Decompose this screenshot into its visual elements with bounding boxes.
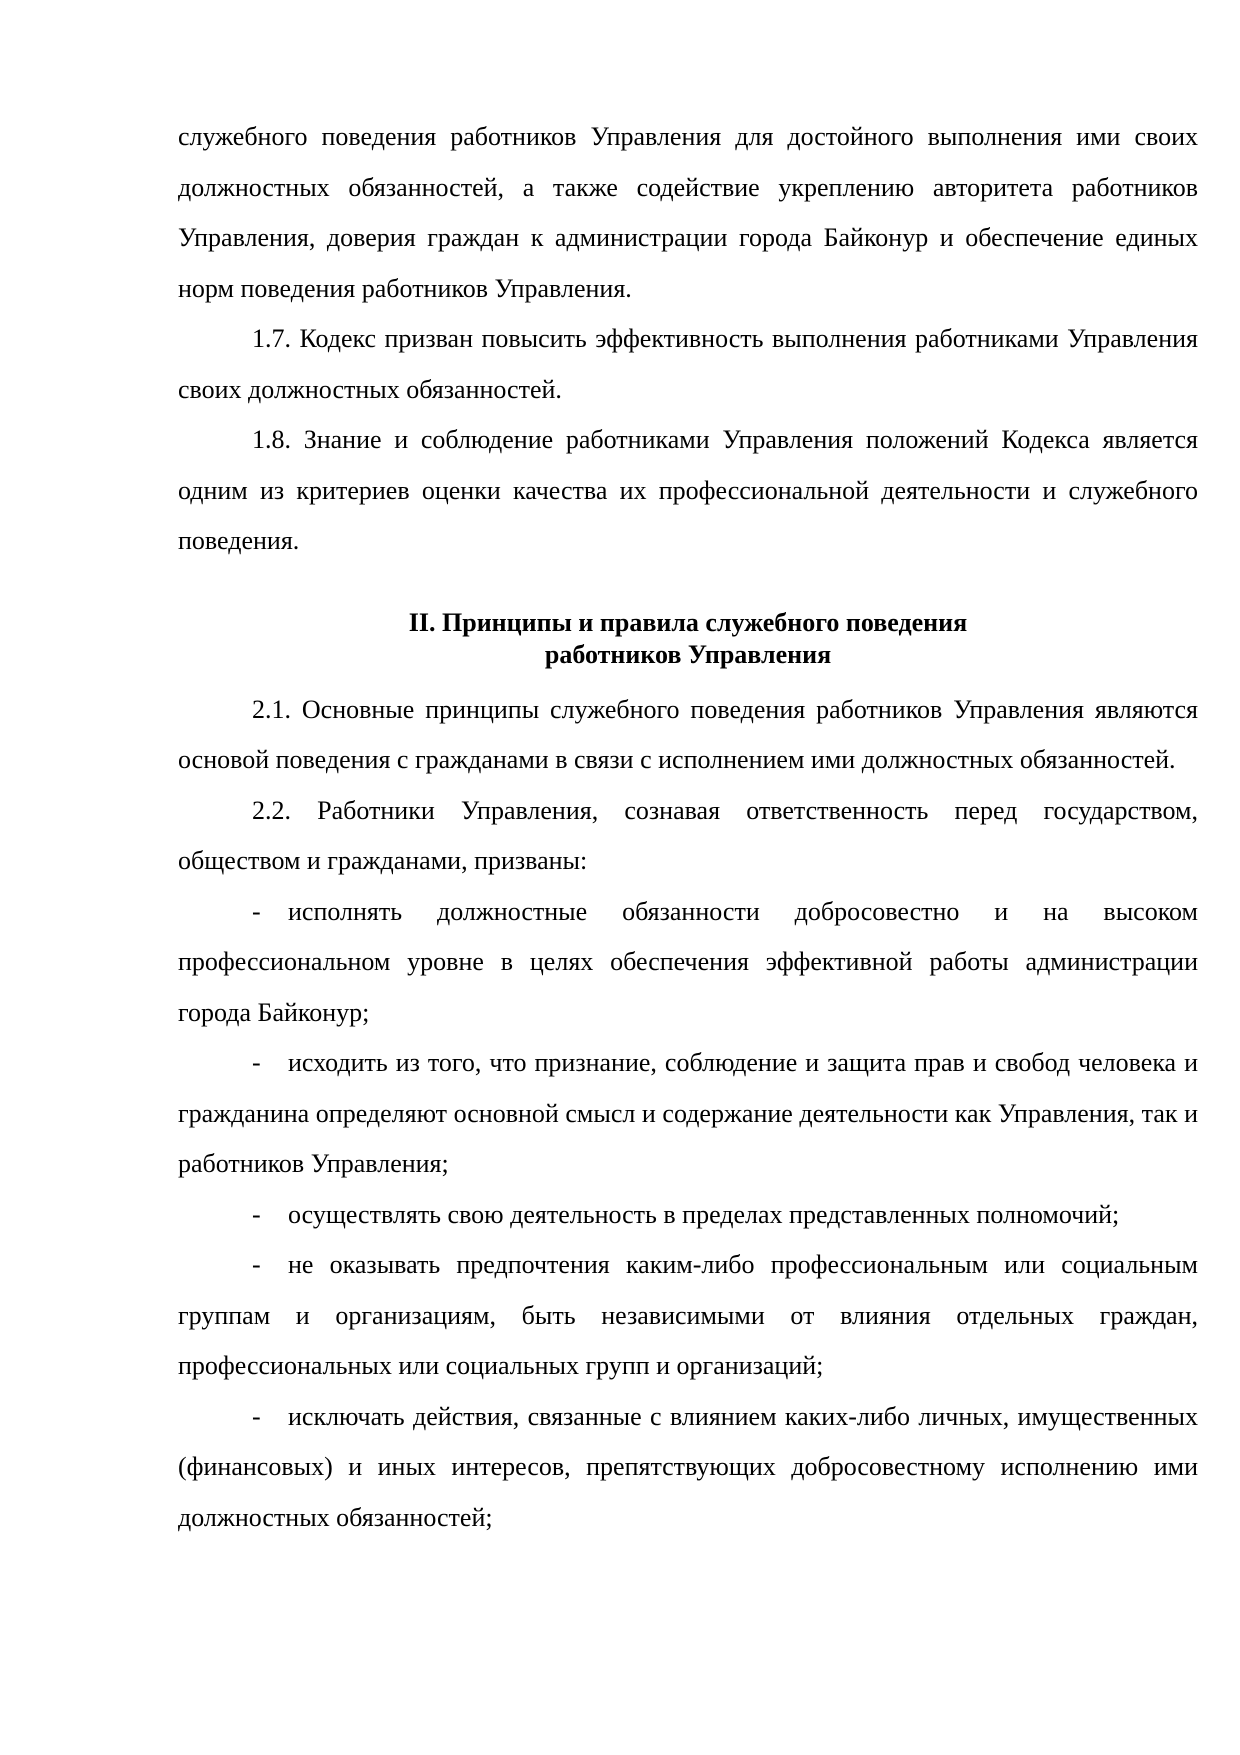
section-heading-line-2: работников Управления xyxy=(544,639,832,669)
bullet-marker: - xyxy=(252,896,261,926)
bullet-marker: - xyxy=(252,1048,261,1077)
section-heading xyxy=(178,607,1198,671)
bullet-item xyxy=(178,1190,1198,1241)
bullet-marker: - xyxy=(252,1199,261,1229)
paragraph-2-2: 2.2. Работники Управления, сознавая ответственность перед государством, обществом и гражданами, призваны: xyxy=(178,795,1198,875)
paragraph-1-7: 1.7. Кодекс призван повысить эффективность выполнения работниками Управления своих должностных обязанностей. xyxy=(178,324,1198,404)
paragraph-2-1: 2.1. Основные принципы служебного поведения работников Управления являются основой поведения с гражданами в связи с исполнением ими должностных обязанностей. xyxy=(178,694,1198,774)
bullet-item xyxy=(178,1240,1198,1392)
section-heading-line-1: II. Принципы и правила служебного поведения xyxy=(408,607,968,637)
document-body xyxy=(178,112,1198,1543)
bullet-text: исходить из того, что признание, соблюдение и защита прав и свобод человека и гражданина определяют основной смысл и содержание деятельности как Управления, так и работников Управления; xyxy=(178,1048,1198,1178)
bullet-marker: - xyxy=(252,1401,261,1431)
paragraph-1-8: 1.8. Знание и соблюдение работниками Управления положений Кодекса является одним из критериев оценки качества их профессиональной деятельности и служебного поведения. xyxy=(178,425,1198,555)
paragraph-continuation: служебного поведения работников Управления для достойного выполнения ими своих должностных обязанностей, а также содействие укреплению авторитета работников Управления, доверия граждан к администрации города Байконур и обеспечение единых норм поведения работников Управления. xyxy=(178,122,1198,303)
bullet-item xyxy=(178,887,1198,1039)
bullet-text: не оказывать предпочтения каким-либо профессиональным или социальным группам и организациям, быть независимыми от влияния отдельных граждан, профессиональных или социальных групп и организаций; xyxy=(178,1250,1198,1380)
bullet-text: осуществлять свою деятельность в пределах представленных полномочий; xyxy=(288,1199,1120,1229)
bullet-marker: - xyxy=(252,1250,261,1279)
bullet-item xyxy=(178,1392,1198,1544)
bullet-text: исполнять должностные обязанности добросовестно и на высоком профессиональном уровне в целях обеспечения эффективной работы администрации города Байконур; xyxy=(178,896,1198,1027)
bullet-text: исключать действия, связанные с влиянием каких-либо личных, имущественных (финансовых) и иных интересов, препятствующих добросовестному исполнению ими должностных обязанностей; xyxy=(178,1401,1198,1532)
bullet-item xyxy=(178,1038,1198,1190)
